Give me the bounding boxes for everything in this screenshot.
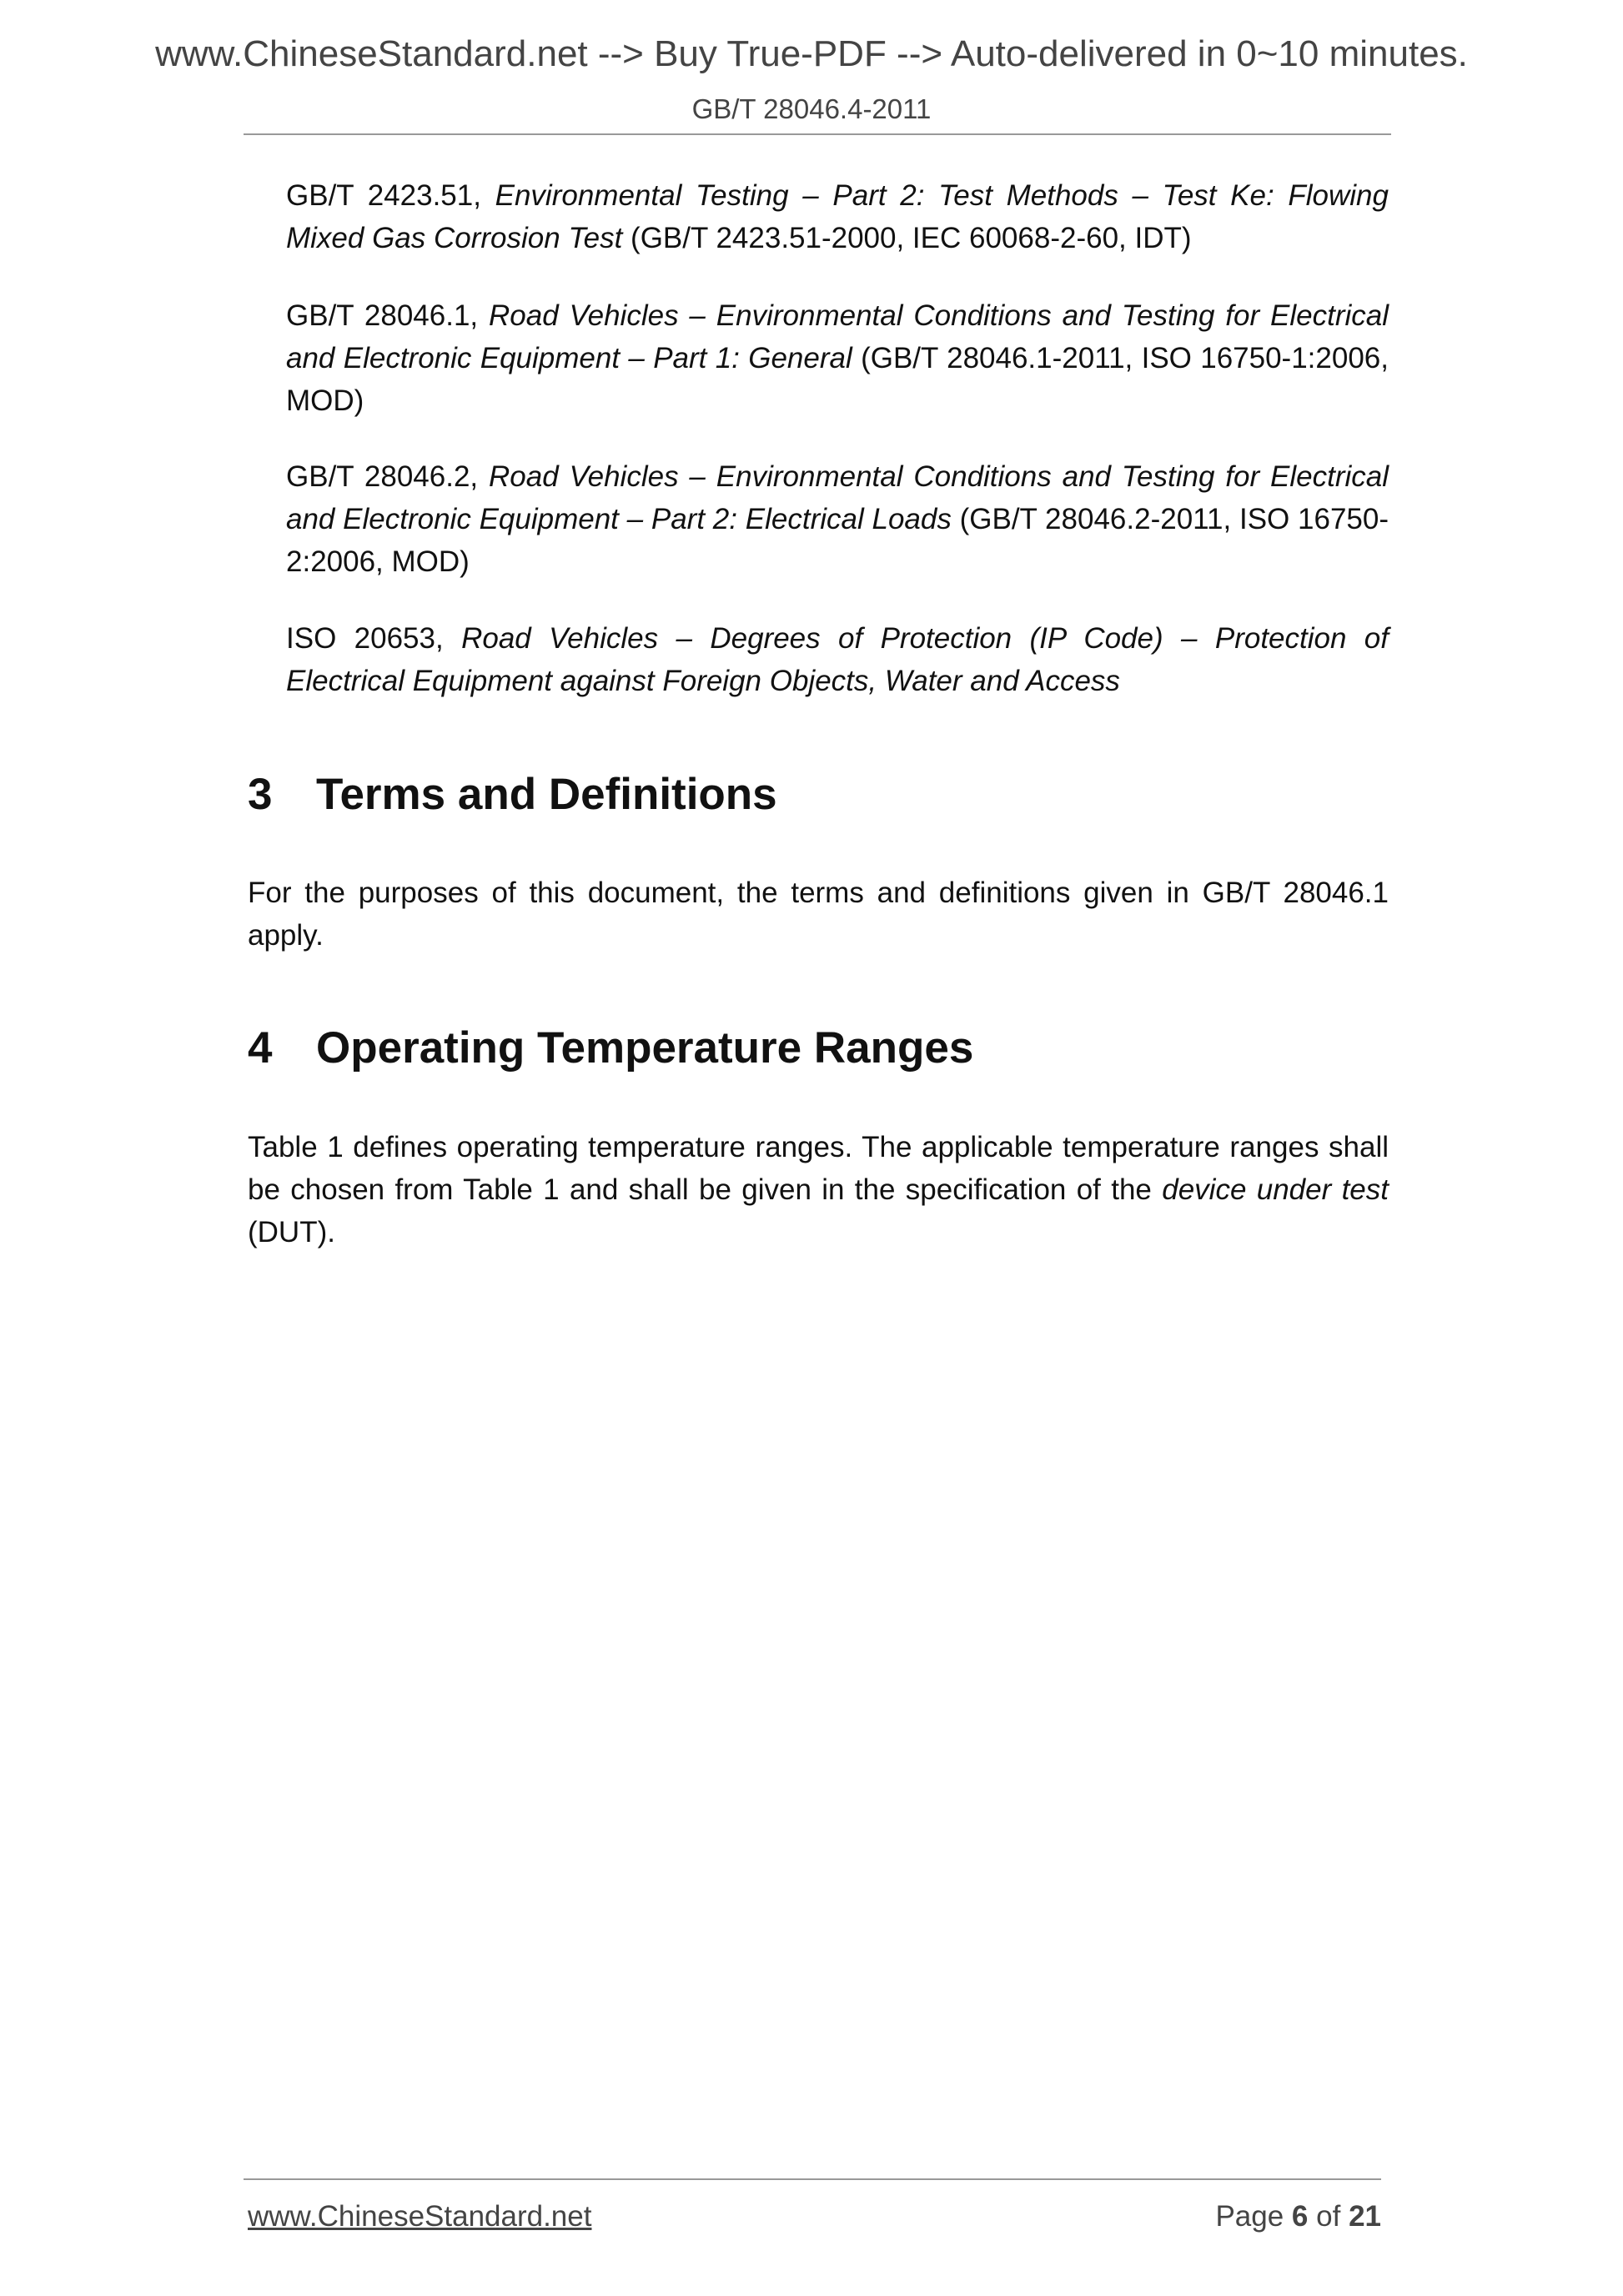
page-label: Page xyxy=(1215,2200,1284,2233)
section-title: Terms and Definitions xyxy=(316,770,777,819)
reference-item xyxy=(286,294,1389,422)
section-body xyxy=(248,1126,1389,1254)
ref-tail: (GB/T 28046.2-2011, ISO 16750-2:2006, MOD) xyxy=(286,503,1389,578)
of-label: of xyxy=(1316,2200,1341,2233)
page-number xyxy=(1215,2200,1381,2233)
ref-title: Road Vehicles – Degrees of Protection (IP Code) – Protection of Electrical Equipment against Foreign Objects, Water and Access xyxy=(286,622,1389,697)
reference-item xyxy=(286,174,1389,259)
ref-tail: (GB/T 2423.51-2000, IEC 60068-2-60, IDT) xyxy=(622,222,1192,254)
section-heading xyxy=(248,769,777,820)
ref-title: Road Vehicles – Environmental Conditions and Testing for Electrical and Electronic Equipment – Part 1: General xyxy=(286,299,1389,374)
ref-title: Road Vehicles – Environmental Conditions and Testing for Electrical and Electronic Equipment – Part 2: Electrical Loads xyxy=(286,460,1389,535)
body-text: (DUT). xyxy=(248,1216,335,1248)
section-body: For the purposes of this document, the terms and definitions given in GB/T 28046.1 apply. xyxy=(248,877,1389,952)
reference-item xyxy=(286,455,1389,583)
reference-item xyxy=(286,617,1389,702)
ref-code: ISO 20653, xyxy=(286,622,462,655)
ref-code: GB/T 28046.2, xyxy=(286,460,490,493)
section-number: 4 xyxy=(248,1023,273,1073)
current-page: 6 xyxy=(1291,2200,1309,2233)
section-heading xyxy=(248,1022,973,1073)
ref-title: Environmental Testing – Part 2: Test Methods – Test Ke: Flowing Mixed Gas Corrosion Test xyxy=(286,179,1389,254)
footer-divider xyxy=(244,2178,1381,2180)
footer-link[interactable]: www.ChineseStandard.net xyxy=(248,2200,592,2233)
header-banner: www.ChineseStandard.net --> Buy True-PDF --> Auto-delivered in 0~10 minutes. xyxy=(155,33,1468,74)
total-pages: 21 xyxy=(1349,2200,1381,2233)
body-text: Table 1 defines operating temperature ranges. The applicable temperature ranges shall be chosen from Table 1 and shall be given in the specification of the xyxy=(248,1131,1389,1206)
section-title: Operating Temperature Ranges xyxy=(316,1023,974,1073)
header-divider xyxy=(244,133,1391,135)
header-doc-id: GB/T 28046.4-2011 xyxy=(691,93,932,124)
section-number: 3 xyxy=(248,770,273,819)
body-emphasis: device under test xyxy=(1162,1173,1389,1206)
ref-tail: (GB/T 28046.1-2011, ISO 16750-1:2006, MOD) xyxy=(286,342,1389,417)
ref-code: GB/T 2423.51, xyxy=(286,179,495,212)
ref-code: GB/T 28046.1, xyxy=(286,299,490,332)
